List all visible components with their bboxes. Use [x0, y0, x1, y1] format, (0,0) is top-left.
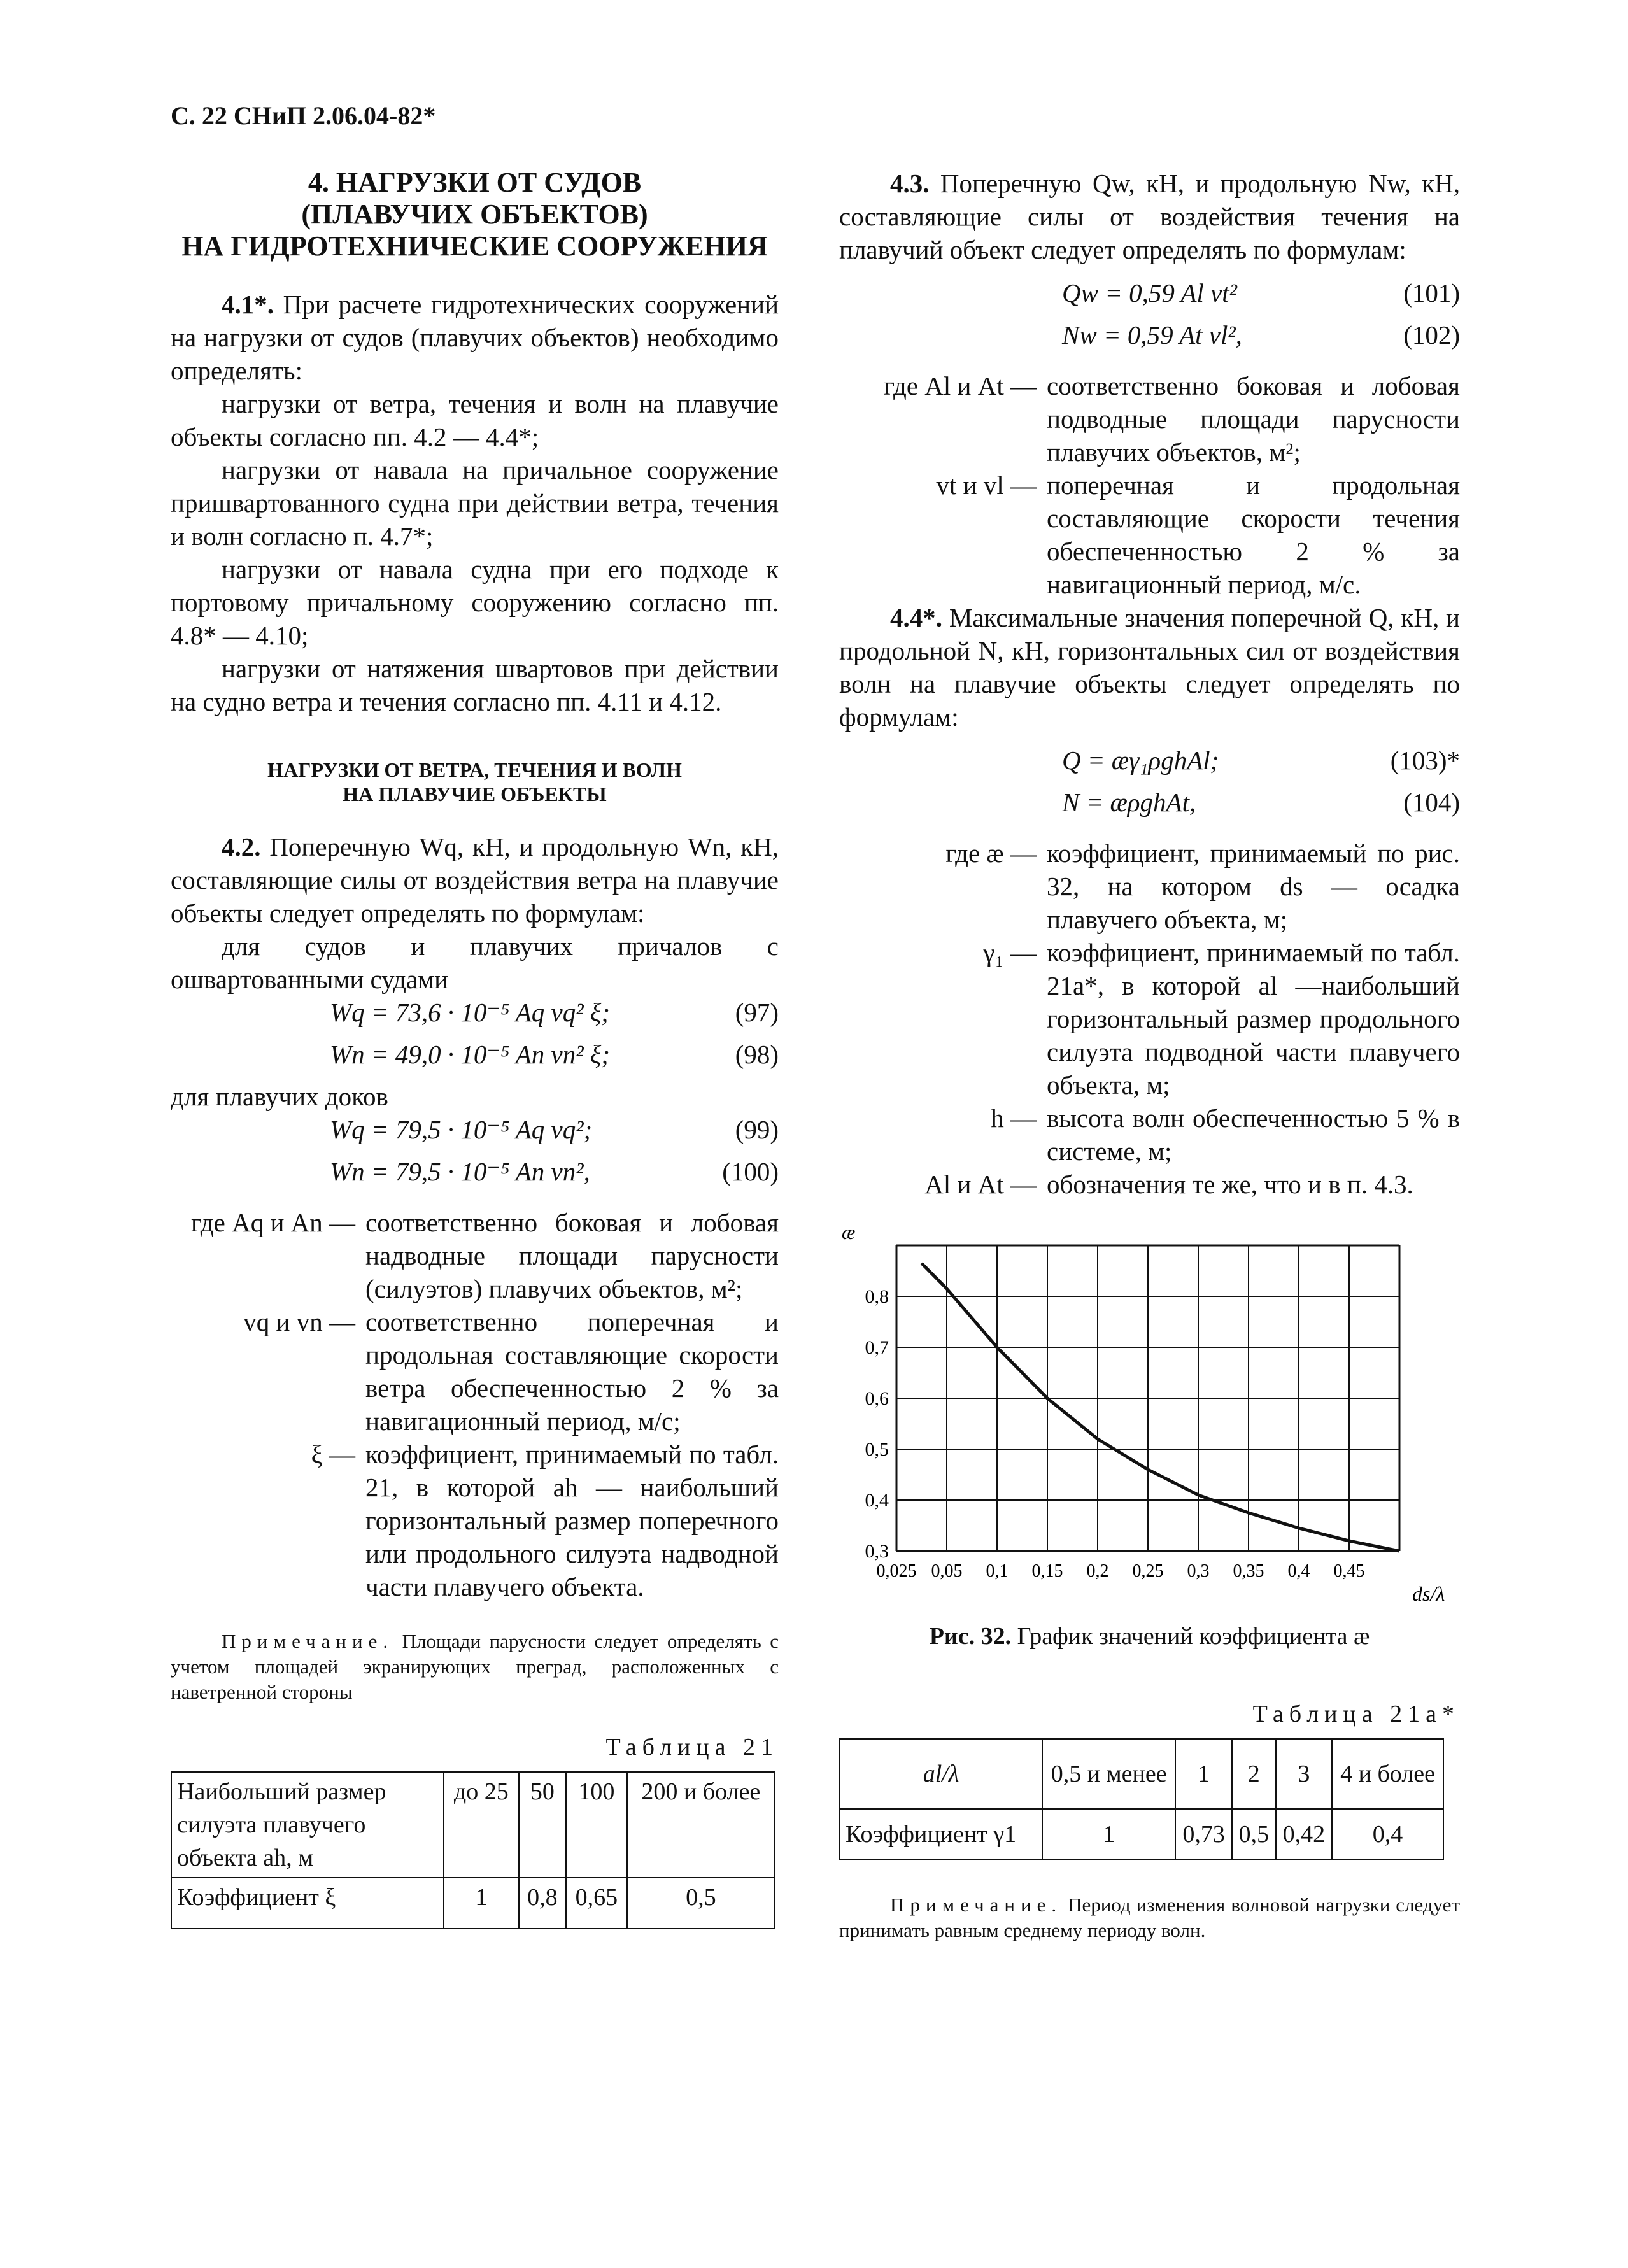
formula-97: Wq = 73,6 · 10⁻⁵ Aq vq² ξ; (97) — [330, 998, 779, 1027]
table-row: Наибольший размер силуэта плавучего объекта ah, м до 25 50 100 200 и более — [171, 1772, 775, 1878]
x-tick-label: 0,3 — [1187, 1561, 1210, 1581]
definition: где æ — коэффициент, принимаемый по рис. 32, на котором ds — осадка плавучего объекта, м; — [945, 839, 1460, 934]
note-4-4: Примечание. Период изменения волновой нагрузки следует принимать равным среднему периоду волн. — [839, 1894, 1461, 1941]
formula-102: Nw = 0,59 At vl², (102) — [1062, 320, 1460, 350]
y-tick-label: 0,7 — [865, 1337, 889, 1358]
paragraph-4-1: 4.1*. При расчете гидротехнических сооружений на нагрузки от судов (плавучих объектов) необходимо определять: — [171, 290, 779, 385]
y-tick-label: 0,5 — [865, 1439, 889, 1460]
x-tick-label: 0,2 — [1086, 1561, 1109, 1581]
x-tick-label: 0,35 — [1233, 1561, 1264, 1581]
definitions-4-2 — [171, 1206, 779, 1603]
page-header: С. 22 СНиП 2.06.04-82* — [171, 101, 436, 130]
paragraph-4-4: 4.4*. Максимальные значения поперечной Q, кН, и продольной N, кН, горизонтальных сил от воздействия волн на плавучие объекты следует определять по формулам: — [839, 603, 1460, 732]
definition: где Al и At — соответственно боковая и лобовая подводные площади парусности плавучих объектов, м²; — [884, 371, 1460, 467]
right-column — [839, 167, 1460, 1943]
y-tick-label: 0,3 — [865, 1541, 889, 1562]
formula-99: Wq = 79,5 · 10⁻⁵ Aq vq²; (99) — [330, 1115, 779, 1144]
coefficient-chart — [839, 1214, 1463, 1608]
definition: ξ — коэффициент, принимаемый по табл. 21, в которой ah — наибольший горизонтальный размер поперечного или продольного силуэта надводной части плавучего объекта. — [311, 1440, 779, 1601]
x-tick-label: 0,4 — [1287, 1561, 1310, 1581]
y-tick-label: 0,6 — [865, 1388, 889, 1409]
chart-ticks — [865, 1286, 1365, 1581]
list-item: нагрузки от натяжения швартовов при действии на судно ветра и течения согласно пп. 4.11 и 4.12. — [171, 654, 779, 716]
definition: vq и vn — соответственно поперечная и продольная составляющие скорости ветра обеспеченностью 2 % за навигационный период, м/с; — [243, 1307, 779, 1436]
paragraph-4-2: 4.2. Поперечную Wq, кН, и продольную Wn, кН, составляющие силы от воздействия ветра на плавучие объекты следует определять по формулам: — [171, 832, 779, 928]
paragraph-4-3: 4.3. Поперечную Qw, кН, и продольную Nw, кН, составляющие силы от воздействия течения на плавучий объект следует определять по формулам: — [839, 169, 1460, 264]
formula-98: Wn = 49,0 · 10⁻⁵ An vn² ξ; (98) — [330, 1040, 779, 1069]
x-tick-label: 0,1 — [986, 1561, 1009, 1581]
chart-grid — [896, 1245, 1399, 1551]
formula-101: Qw = 0,59 Al vt² (101) — [1062, 278, 1460, 308]
definitions-4-3 — [839, 369, 1460, 601]
definition: vt и vl — поперечная и продольная составляющие скорости течения обеспеченностью 2 % за навигационный период, м/с. — [936, 471, 1460, 599]
table-row: Коэффициент γ1 1 0,73 0,5 0,42 0,4 — [840, 1809, 1443, 1860]
table-21 — [171, 1771, 775, 1929]
definition: γ₁ — коэффициент, принимаемый по табл. 21а*, в которой al —наибольший горизонтальный размер продольного силуэта подводной части плавучего объекта, м; — [983, 938, 1460, 1100]
section-title: 4. НАГРУЗКИ ОТ СУДОВ (ПЛАВУЧИХ ОБЪЕКТОВ) НА ГИДРОТЕХНИЧЕСКИЕ СООРУЖЕНИЯ — [181, 167, 768, 262]
x-tick-label: 0,25 — [1132, 1561, 1164, 1581]
definition: h — высота волн обеспеченностью 5 % в системе, м; — [991, 1103, 1460, 1166]
figure-caption: Рис. 32. График значений коэффициента æ — [929, 1623, 1370, 1650]
table-row: al/λ 0,5 и менее 1 2 3 4 и более — [840, 1739, 1443, 1809]
y-tick-label: 0,4 — [865, 1490, 889, 1511]
definitions-4-4 — [839, 837, 1460, 1201]
table-row: Коэффициент ξ 1 0,8 0,65 0,5 — [171, 1878, 775, 1929]
table-21-caption: Таблица 21 — [605, 1734, 779, 1761]
left-column — [171, 167, 779, 1929]
table-21a — [839, 1738, 1444, 1860]
y-axis-label: æ — [842, 1221, 856, 1244]
formula-103: Q = æγ₁ρghAl; (103)* — [1062, 746, 1460, 775]
list-item: нагрузки от навала на причальное сооружение пришвартованного судна при действии ветра, течения и волн согласно п. 4.7*; — [171, 455, 779, 551]
subsection-title: НАГРУЗКИ ОТ ВЕТРА, ТЕЧЕНИЯ И ВОЛН НА ПЛАВУЧИЕ ОБЪЕКТЫ — [267, 758, 682, 805]
x-tick-label: 0,025 — [876, 1561, 917, 1581]
list-item: нагрузки от навала судна при его подходе к портовому причальному сооружению согласно пп. 4.8* — 4.10; — [171, 555, 779, 650]
list-item: нагрузки от ветра, течения и волн на плавучие объекты согласно пп. 4.2 — 4.4*; — [171, 389, 779, 451]
paragraph-docks: для плавучих доков — [171, 1082, 388, 1111]
table-21a-caption: Таблица 21а* — [1252, 1701, 1460, 1727]
paragraph-ships: для судов и плавучих причалов с ошвартованными судами — [171, 932, 779, 994]
definition: где Aq и An — соответственно боковая и лобовая надводные площади парусности (силуэтов) плавучих объектов, м²; — [191, 1208, 779, 1303]
definition: Al и At — обозначения те же, что и в п. 4.3. — [924, 1170, 1413, 1199]
formula-104: N = æρghAt, (104) — [1062, 788, 1460, 817]
x-tick-label: 0,15 — [1031, 1561, 1063, 1581]
series-line — [922, 1263, 1400, 1551]
x-axis-label: ds/λ — [1412, 1582, 1445, 1605]
formula-100: Wn = 79,5 · 10⁻⁵ An vn², (100) — [330, 1157, 779, 1186]
x-tick-label: 0,05 — [931, 1561, 963, 1581]
x-tick-label: 0,45 — [1333, 1561, 1365, 1581]
note-4-2: Примечание. Площади парусности следует определять с учетом площадей экранирующих преград, расположенных с наветренной стороны — [171, 1630, 779, 1703]
y-tick-label: 0,8 — [865, 1286, 889, 1307]
